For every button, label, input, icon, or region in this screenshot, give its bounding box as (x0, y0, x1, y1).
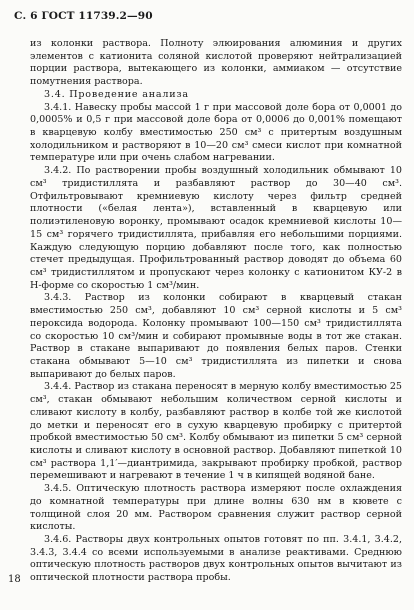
paragraph-3-4-2: 3.4.2. По растворении пробы воздушный холодильник обмывают 10 см³ тридистиллята и разбавляют раствор до 30—40 см³. Отфильтровывают кремниевую кислоту через фильтр средней плотности («белая лента»), вставленный в кварцевую или полиэтиленовую воронку, промывают осадок кремниевой кислоты 10—15 см³ горячего тридистиллята, прибавляя его небольшими порциями. Каждую следующую порцию добавляют после того, как полностью стечет предыдущая. Профильтрованный раствор доводят до объема 60 см³ тридистиллятом и пропускают через колонку с катионитом КУ-2 в Н-форме со скоростью 1 см³/мин. (30, 165, 402, 291)
paragraph-3-4-3: 3.4.3. Раствор из колонки собирают в кварцевый стакан вместимостью 250 см³, добавляют 10 см³ серной кислоты и 5 см³ пероксида водорода. Колонку промывают 100—150 см³ тридистиллята со скоростью 10 см³/мин и собирают промывные воды в тот же стакан. Раствор в стакане выпаривают до появления белых паров. Стенки стакана обмывают 5—10 см³ тридистиллята из пипетки и снова выпаривают до белых паров. (30, 292, 402, 380)
paragraph-3-4-5: 3.4.5. Оптическую плотность раствора измеряют после охлаждения до комнатной температуры при длине волны 630 нм в кювете с толщиной слоя 20 мм. Раствором сравнения служит раствор серной кислоты. (30, 483, 402, 533)
paragraph-continuation: из колонки раствора. Полноту элюирования алюминия и других элементов с катионита соляной кислотой проверяют нейтрализацией порции раствора, вытекающего из колонки, аммиаком — отсутствие помутнения раствора. (30, 38, 402, 88)
page-header: С. 6 ГОСТ 11739.2—90 (14, 10, 153, 22)
page-number: 18 (8, 574, 21, 585)
paragraph-3-4-4: 3.4.4. Раствор из стакана переносят в мерную колбу вместимостью 25 см³, стакан обмывают небольшим количеством серной кислоты и сливают кислоту в колбу, разбавляют раствор в колбе той же кислотой до метки и переносят его в сухую кварцевую пробирку с притертой пробкой вместимостью 50 см³. Колбу обмывают из пипетки 5 см³ серной кислоты и сливают кислоту в основной раствор. Добавляют пипеткой 10 см³ раствора 1,1′—диантримида, закрывают пробирку пробкой, раствор перемешивают и нагревают в течение 1 ч в кипящей водяной бане. (30, 381, 402, 482)
section-heading: 3.4. Проведение анализа (44, 88, 189, 100)
paragraph-3-4-1: 3.4.1. Навеску пробы массой 1 г при массовой доле бора от 0,0001 до 0,0005% и 0,5 г при массовой доле бора от 0,0006 до 0,001% помещают в кварцевую колбу вместимостью 250 см³ с притертым воздушным холодильником и растворяют в 10—20 см³ смеси кислот при комнатной температуре или при очень слабом нагревании. (30, 101, 402, 164)
paragraph-3-4-6: 3.4.6. Растворы двух контрольных опытов готовят по пп. 3.4.1, 3.4.2, 3.4.3, 3.4.4 со всеми используемыми в анализе реактивами. Среднюю оптическую плотность растворов двух контрольных опытов вычитают из оптической плотности раствора пробы. (30, 534, 402, 584)
document-body (30, 38, 402, 585)
